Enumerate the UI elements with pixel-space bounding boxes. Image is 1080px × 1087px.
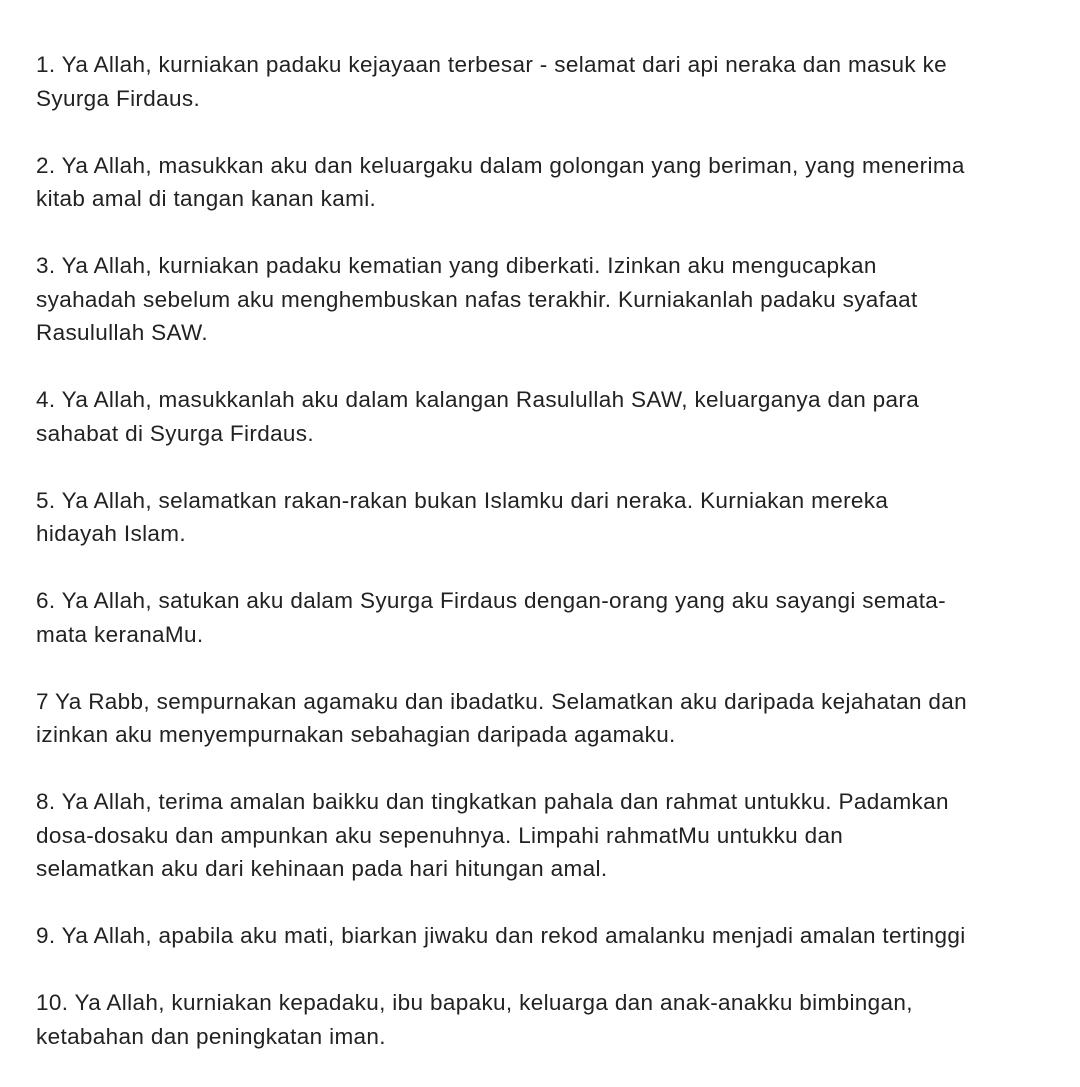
prayer-item-3 — [36, 249, 1060, 350]
text-line: kitab amal di tangan kanan kami. — [36, 186, 377, 211]
text-line: 1. Ya Allah, kurniakan padaku kejayaan terbesar - selamat dari api neraka dan masuk ke — [36, 52, 948, 77]
text-line: mata keranaMu. — [36, 621, 204, 647]
prayer-item-5 — [36, 484, 1060, 551]
text-line: 6. Ya Allah, satukan aku dalam Syurga Firdaus dengan-orang yang aku sayangi semata- — [36, 588, 947, 613]
text-line: 7 Ya Rabb, sempurnakan agamaku dan ibadatku. Selamatkan aku daripada kejahatan dan — [36, 688, 967, 714]
prayer-item-7 — [36, 685, 1060, 752]
text-line: 10. Ya Allah, kurniakan kepadaku, ibu bapaku, keluarga dan anak-anakku bimbingan, — [36, 990, 913, 1015]
text-line: 4. Ya Allah, masukkanlah aku dalam kalangan Rasulullah SAW, keluarganya dan para — [36, 387, 920, 412]
text-line: Rasulullah SAW. — [36, 320, 208, 345]
prayer-item-9 — [36, 919, 1060, 953]
prayer-item-2 — [36, 149, 1060, 216]
text-line: 2. Ya Allah, masukkan aku dan keluargaku dalam golongan yang beriman, yang menerima — [36, 152, 965, 178]
text-line: selamatkan aku dari kehinaan pada hari hitungan amal. — [36, 856, 608, 881]
prayer-list — [36, 48, 1060, 1087]
text-line: Syurga Firdaus. — [36, 85, 201, 111]
prayer-item-8 — [36, 785, 1060, 886]
prayer-item-6 — [36, 584, 1060, 651]
prayer-item-10 — [36, 986, 1060, 1053]
text-line: 3. Ya Allah, kurniakan padaku kematian yang diberkati. Izinkan aku mengucapkan — [36, 253, 877, 278]
text-line: syahadah sebelum aku menghembuskan nafas terakhir. Kurniakanlah padaku syafaat — [36, 286, 918, 312]
text-line: 9. Ya Allah, apabila aku mati, biarkan jiwaku dan rekod amalanku menjadi amalan tertinggi — [36, 923, 966, 948]
text-line: 5. Ya Allah, selamatkan rakan-rakan bukan Islamku dari neraka. Kurniakan mereka — [36, 487, 889, 513]
text-line: dosa-dosaku dan ampunkan aku sepenuhnya. Limpahi rahmatMu untukku dan — [36, 822, 844, 848]
prayer-item-4 — [36, 383, 1060, 450]
text-line: 8. Ya Allah, terima amalan baikku dan tingkatkan pahala dan rahmat untukku. Padamkan — [36, 789, 949, 814]
text-line: hidayah Islam. — [36, 521, 186, 546]
text-line: ketabahan dan peningkatan iman. — [36, 1023, 386, 1049]
text-line: sahabat di Syurga Firdaus. — [36, 420, 315, 446]
prayer-item-1 — [36, 48, 1060, 115]
text-line: izinkan aku menyempurnakan sebahagian daripada agamaku. — [36, 722, 676, 747]
